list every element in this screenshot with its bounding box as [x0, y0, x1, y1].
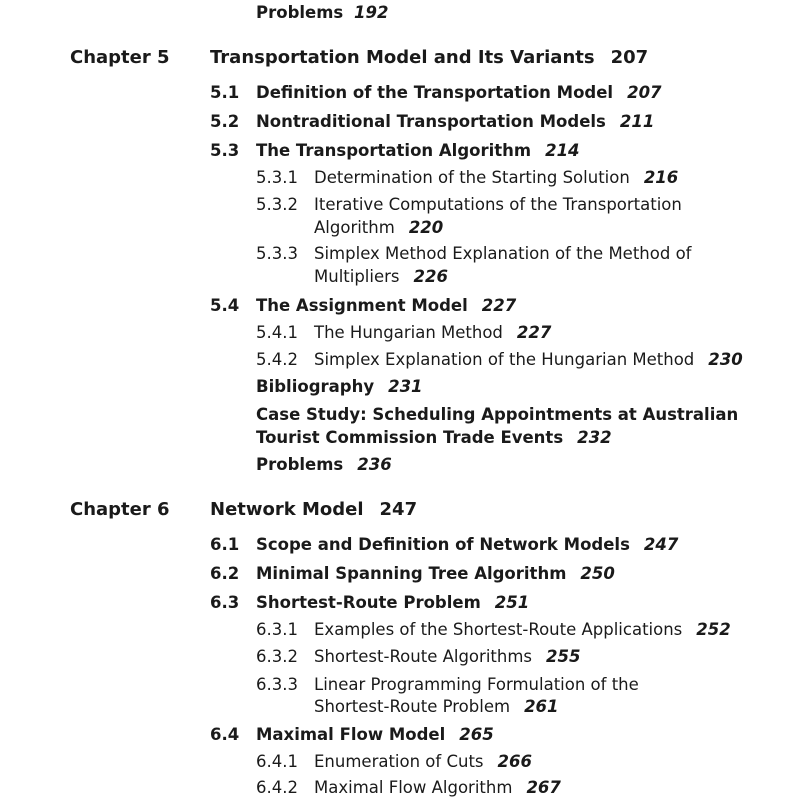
subsection-title: Shortest-Route Algorithms: [314, 647, 532, 666]
subsection-page: 267: [526, 778, 561, 797]
subsection-page: 227: [516, 323, 552, 342]
subsection-number: 6.4.1: [256, 752, 298, 771]
section-page: 214: [545, 141, 580, 160]
subsection-title-line: [314, 647, 580, 667]
subsection-title: Maximal Flow Algorithm: [314, 778, 513, 797]
section-page: 265: [459, 725, 494, 744]
section-title: Scope and Definition of Network Models: [256, 535, 630, 554]
section-title: The Assignment Model: [256, 296, 468, 315]
subsection-title-line: [314, 267, 448, 287]
section-page: 247: [643, 535, 679, 554]
subsection-number: 6.3.3: [256, 675, 298, 694]
entry-label: Problems: [256, 3, 344, 22]
section-number: 5.4: [210, 296, 240, 315]
section-title: The Transportation Algorithm: [256, 141, 532, 160]
subsection-title: Examples of the Shortest-Route Applications: [314, 620, 683, 639]
subsection-title-line: [314, 752, 532, 772]
section-title-line: [256, 296, 516, 316]
chapter-title-line: [210, 48, 648, 68]
section-title-line: [256, 83, 662, 103]
chapter-label: Chapter 5: [70, 47, 170, 68]
section-title: Nontraditional Transportation Models: [256, 112, 606, 131]
section-number: 6.4: [210, 725, 240, 744]
subsection-title-line: [314, 778, 561, 798]
subsection-page: 226: [413, 267, 448, 286]
entry-label-cont: Tourist Commission Trade Events: [256, 428, 564, 447]
subsection-title-cont: Shortest-Route Problem: [314, 697, 511, 716]
chapter-label: Chapter 6: [70, 499, 170, 520]
subsection-title-line: [314, 620, 731, 640]
section-title-line: [256, 112, 654, 132]
subsection-title: Simplex Method Explanation of the Method of: [314, 244, 692, 263]
section-number: 6.1: [210, 535, 240, 554]
subsection-number: 5.3.1: [256, 168, 298, 187]
subsection-page: 261: [524, 697, 559, 716]
section-title: Minimal Spanning Tree Algorithm: [256, 564, 567, 583]
subsection-number: 6.3.2: [256, 647, 298, 666]
section-title-line: [256, 535, 678, 555]
entry-line: [256, 455, 392, 475]
chapter-title: Transportation Model and Its Variants: [210, 47, 595, 68]
section-number: 5.3: [210, 141, 240, 160]
subsection-page: 216: [643, 168, 679, 187]
subsection-page: 252: [696, 620, 731, 639]
entry-page: 231: [388, 377, 423, 396]
subsection-page: 220: [408, 218, 444, 237]
entry-page: 232: [577, 428, 612, 447]
section-title-line: [256, 564, 615, 584]
chapter-title-line: [210, 500, 417, 520]
section-page: 207: [627, 83, 662, 102]
section-number: 5.2: [210, 112, 240, 131]
section-number: 6.2: [210, 564, 240, 583]
subsection-number: 6.4.2: [256, 778, 298, 797]
entry-line: [256, 377, 423, 397]
section-title: Maximal Flow Model: [256, 725, 446, 744]
subsection-title-cont: Multipliers: [314, 267, 400, 286]
section-page: 211: [619, 112, 655, 131]
subsection-page: 230: [708, 350, 743, 369]
section-title-line: [256, 593, 529, 613]
entry-page: 192: [354, 3, 389, 22]
subsection-title-line: [314, 218, 443, 238]
section-title-line: [256, 141, 580, 161]
subsection-title-line: [314, 323, 551, 343]
subsection-number: 5.3.2: [256, 195, 298, 214]
entry-line: [256, 428, 612, 448]
entry-label: Bibliography: [256, 377, 375, 396]
section-number: 6.3: [210, 593, 240, 612]
subsection-number: 6.3.1: [256, 620, 298, 639]
subsection-title: Linear Programming Formulation of the: [314, 675, 639, 694]
subsection-title-line: [314, 168, 678, 188]
section-title-line: [256, 725, 494, 745]
subsection-number: 5.3.3: [256, 244, 298, 263]
subsection-number: 5.4.2: [256, 350, 298, 369]
subsection-title: Simplex Explanation of the Hungarian Method: [314, 350, 695, 369]
chapter-title: Network Model: [210, 499, 364, 520]
subsection-number: 5.4.1: [256, 323, 298, 342]
subsection-title-line: [314, 697, 559, 717]
subsection-title: Iterative Computations of the Transportation: [314, 195, 682, 214]
entry-page: 236: [357, 455, 392, 474]
subsection-title-line: [314, 350, 743, 370]
section-page: 250: [580, 564, 615, 583]
subsection-title: Determination of the Starting Solution: [314, 168, 630, 187]
section-number: 5.1: [210, 83, 240, 102]
section-page: 251: [494, 593, 530, 612]
subsection-title: The Hungarian Method: [314, 323, 503, 342]
subsection-title-cont: Algorithm: [314, 218, 395, 237]
subsection-title: Enumeration of Cuts: [314, 752, 484, 771]
section-title: Shortest-Route Problem: [256, 593, 481, 612]
entry-label: Problems: [256, 455, 344, 474]
section-title: Definition of the Transportation Model: [256, 83, 614, 102]
chapter-page: 207: [610, 47, 649, 68]
entry-label: Case Study: Scheduling Appointments at Australian: [256, 405, 739, 424]
chapter-page: 247: [379, 499, 418, 520]
subsection-page: 266: [497, 752, 532, 771]
subsection-page: 255: [546, 647, 581, 666]
section-page: 227: [481, 296, 517, 315]
